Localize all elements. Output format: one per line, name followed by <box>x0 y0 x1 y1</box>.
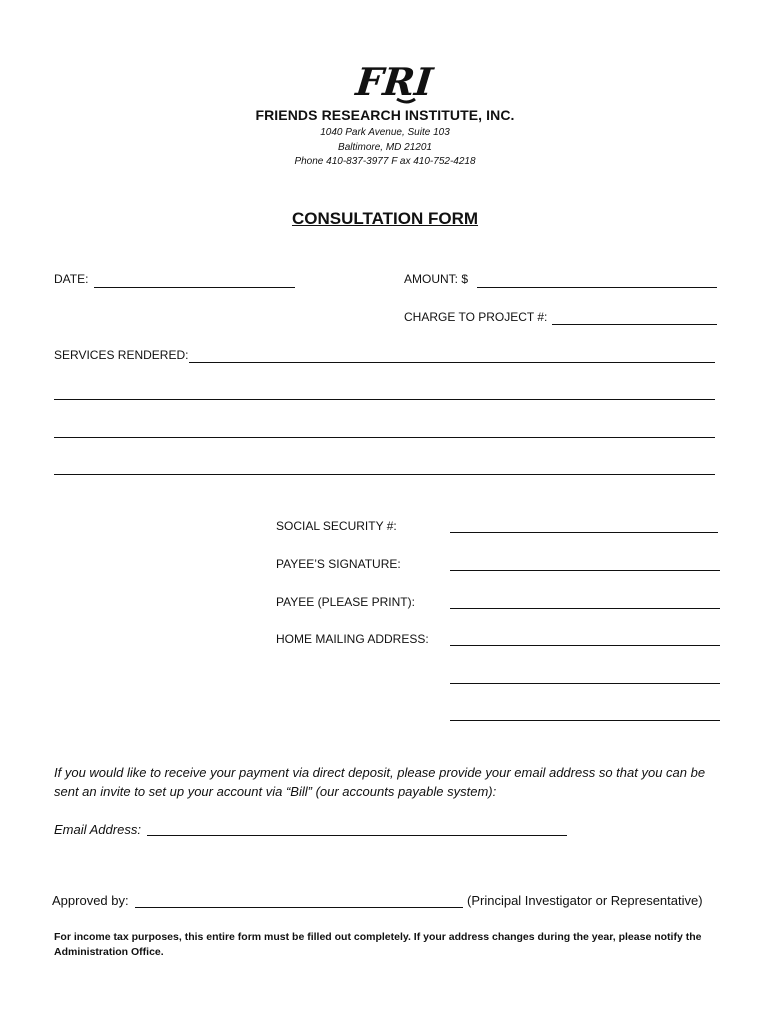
svg-text:FRI: FRI <box>353 59 435 104</box>
address-line-1: 1040 Park Avenue, Suite 103 <box>320 127 450 138</box>
services-rendered-label: SERVICES RENDERED: <box>54 348 189 362</box>
email-address-field[interactable] <box>147 835 567 836</box>
charge-project-label: CHARGE TO PROJECT #: <box>404 310 548 324</box>
date-field[interactable] <box>94 287 295 288</box>
email-address-label: Email Address: <box>54 822 141 837</box>
footer-note: For income tax purposes, this entire form must be filled out completely. If your address changes during the year, please notify the Administration Office. <box>54 931 702 958</box>
charge-project-field[interactable] <box>552 324 717 325</box>
organization-name: FRIENDS RESEARCH INSTITUTE, INC. <box>255 107 515 123</box>
amount-field[interactable] <box>477 287 717 288</box>
direct-deposit-instructions: If you would like to receive your payment via direct deposit, please provide your email address so that you can be sent an invite to set up your account via “Bill” (our accounts payable system): <box>54 765 706 799</box>
home-address-field-1[interactable] <box>450 645 720 646</box>
home-address-field-2[interactable] <box>450 683 720 684</box>
approved-by-label: Approved by: <box>52 893 129 908</box>
approved-by-field[interactable] <box>135 907 463 908</box>
services-rendered-line-3[interactable] <box>54 437 715 438</box>
ssn-label: SOCIAL SECURITY #: <box>276 519 397 533</box>
form-title: CONSULTATION FORM <box>291 209 479 228</box>
approver-role-note: (Principal Investigator or Representative) <box>467 893 703 908</box>
home-address-field-3[interactable] <box>450 720 720 721</box>
payee-print-label: PAYEE (PLEASE PRINT): <box>276 595 415 609</box>
phone-fax-line: Phone 410-837-3977 F ax 410-752-4218 <box>294 156 476 167</box>
payee-signature-field[interactable] <box>450 570 720 571</box>
ssn-field[interactable] <box>450 532 718 533</box>
services-rendered-field[interactable] <box>189 362 715 363</box>
payee-signature-label: PAYEE’S SIGNATURE: <box>276 557 401 571</box>
date-label: DATE: <box>54 272 89 286</box>
fri-logo <box>353 55 435 105</box>
services-rendered-line-4[interactable] <box>54 474 715 475</box>
amount-label: AMOUNT: $ <box>404 272 469 286</box>
home-address-label: HOME MAILING ADDRESS: <box>276 632 429 646</box>
services-rendered-line-2[interactable] <box>54 399 715 400</box>
payee-print-field[interactable] <box>450 608 720 609</box>
address-line-2: Baltimore, MD 21201 <box>338 142 432 153</box>
